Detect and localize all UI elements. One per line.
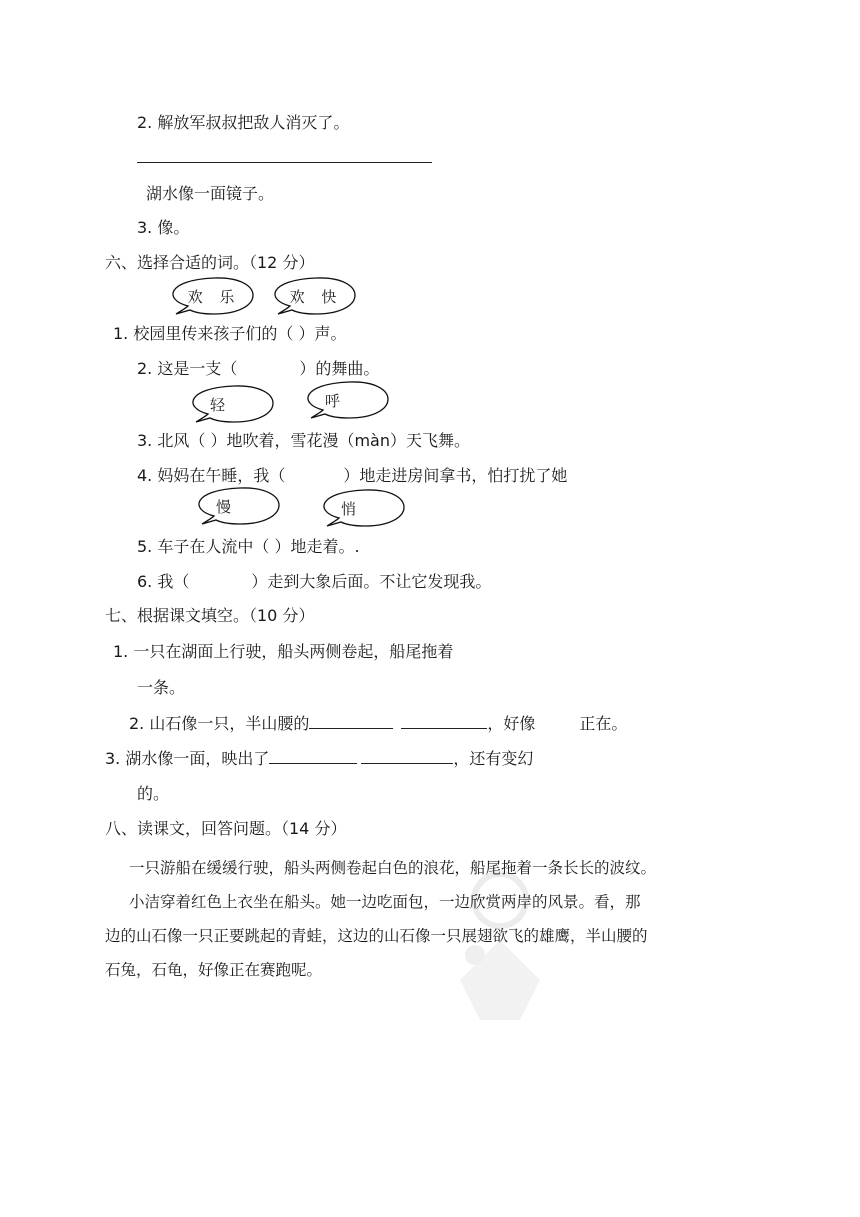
s7-q2-end: 正在。 — [579, 714, 628, 733]
bubble-word: 轻 — [210, 395, 232, 414]
s7-q2-start: 2. 山石像一只，半山腰的 — [129, 714, 310, 733]
s6-q6-start: 6. 我（ — [137, 572, 190, 591]
bubble-word: 欢 乐 — [187, 287, 241, 306]
s7-heading: 七、根据课文填空。（10 分） — [105, 606, 315, 625]
s5-answer-line — [137, 162, 432, 163]
word-bubble — [270, 278, 362, 314]
s7-q3-start: 3. 湖水像一面，映出了 — [105, 749, 270, 768]
s6-q2-start: 2. 这是一支（ — [137, 359, 238, 378]
bubble-word: 慢 — [216, 497, 238, 516]
word-bubble — [319, 490, 411, 526]
s6-q4-end: ）地走进房间拿书，怕打扰了她 — [343, 466, 568, 485]
word-bubble — [168, 278, 260, 314]
fill-blank[interactable] — [269, 747, 357, 764]
s6-q6-end: ）走到大象后面。不让它发现我。 — [251, 572, 492, 591]
s6-q2-end: ）的舞曲。 — [299, 359, 380, 378]
word-bubble — [194, 488, 286, 524]
s7-q2 — [129, 712, 627, 735]
passage-line: 边的山石像一只正要跳起的青蛙，这边的山石像一只展翅欲飞的雄鹰，半山腰的 — [105, 927, 648, 945]
fill-blank[interactable] — [401, 712, 487, 729]
s6-q4 — [137, 465, 567, 487]
fill-blank[interactable] — [309, 712, 393, 729]
passage-line: 小洁穿着红色上衣坐在船头。她一边吃面包，一边欣赏两岸的风景。看，那 — [129, 893, 641, 911]
s8-heading: 八、读课文，回答问题。（14 分） — [105, 819, 347, 838]
s7-q3 — [105, 747, 533, 770]
s6-q2 — [137, 358, 379, 380]
s6-q4-start: 4. 妈妈在午睡，我（ — [137, 466, 286, 485]
s6-heading: 六、选择合适的词。（12 分） — [105, 253, 315, 272]
s6-q3: 3. 北风（ ）地吹着，雪花漫（màn）天飞舞。 — [137, 431, 470, 450]
s7-q2-mid: ，好像 — [487, 714, 536, 733]
s7-q1a: 1. 一只在湖面上行驶，船头两侧卷起，船尾拖着 — [113, 642, 454, 661]
s5-q2: 2. 解放军叔叔把敌人消灭了。 — [137, 113, 350, 132]
s7-q1b: 一条。 — [137, 678, 186, 697]
word-bubble — [188, 386, 280, 422]
fill-blank[interactable] — [361, 747, 453, 764]
s7-q3c: 的。 — [137, 784, 170, 803]
s7-q3-end: ，还有变幻 — [453, 749, 534, 768]
bubble-word: 悄 — [341, 499, 363, 518]
passage-line: 石兔，石龟，好像正在赛跑呢。 — [105, 961, 323, 979]
s6-q1: 1. 校园里传来孩子们的（ ）声。 — [113, 324, 347, 343]
s6-q5: 5. 车子在人流中（ ）地走着。. — [137, 537, 360, 556]
s6-q6 — [137, 571, 491, 593]
bubble-word: 呼 — [325, 391, 347, 410]
bubble-word: 欢 快 — [289, 287, 343, 306]
s5-example: 湖水像一面镜子。 — [146, 184, 275, 203]
s5-q3: 3. 像。 — [137, 218, 190, 237]
passage-line: 一只游船在缓缓行驶，船头两侧卷起白色的浪花，船尾拖着一条长长的波纹。 — [129, 859, 657, 877]
word-bubble — [303, 382, 395, 418]
